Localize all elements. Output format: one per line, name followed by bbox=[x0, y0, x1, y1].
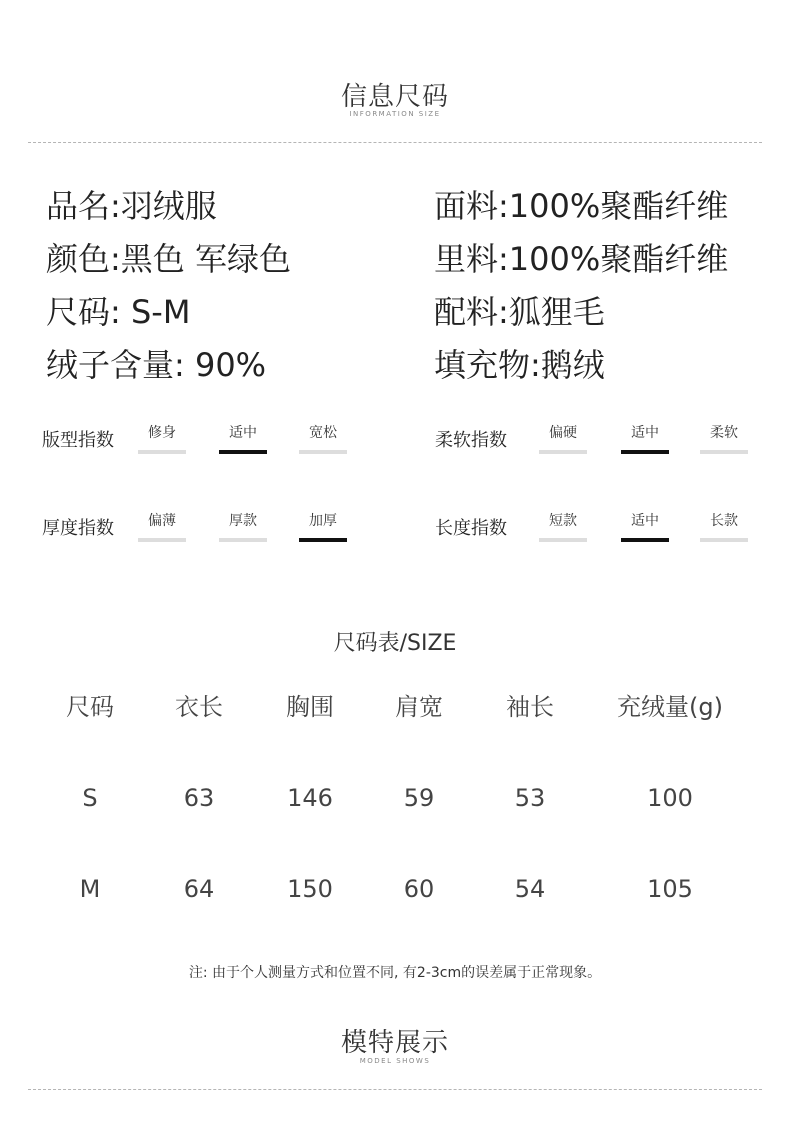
index-option-bar-selected bbox=[621, 450, 669, 454]
size-table-header: 尺码 bbox=[66, 693, 114, 721]
size-table-cell: 146 bbox=[287, 784, 333, 812]
info-fabric: 面料:100%聚酯纤维 bbox=[434, 187, 729, 225]
info-down-content: 绒子含量: 90% bbox=[46, 346, 267, 384]
size-table-cell: 105 bbox=[647, 875, 693, 903]
index-option-label: 适中 bbox=[229, 425, 257, 441]
section-title-model: 模特展示 bbox=[340, 1028, 449, 1058]
index-option-label: 短款 bbox=[549, 513, 577, 529]
size-table-cell: 54 bbox=[514, 875, 546, 903]
size-table-cell: 63 bbox=[183, 784, 215, 812]
index-label: 长度指数 bbox=[435, 518, 507, 539]
size-table-cell: 53 bbox=[514, 784, 546, 812]
index-option-bar-selected bbox=[621, 538, 669, 542]
index-option-bar bbox=[700, 450, 748, 454]
size-table-cell: 100 bbox=[647, 784, 693, 812]
index-option-bar bbox=[219, 538, 267, 542]
index-option-label: 柔软 bbox=[710, 425, 738, 441]
index-option-label: 修身 bbox=[148, 425, 176, 441]
index-option-bar-selected bbox=[299, 538, 347, 542]
size-table-header: 衣长 bbox=[175, 693, 223, 721]
info-product-name: 品名:羽绒服 bbox=[46, 187, 217, 225]
index-label: 版型指数 bbox=[42, 430, 114, 451]
index-option-label: 偏薄 bbox=[148, 513, 176, 529]
section-title-info: 信息尺码 bbox=[340, 82, 449, 112]
size-table-cell: 150 bbox=[287, 875, 333, 903]
info-trim: 配料:狐狸毛 bbox=[434, 293, 605, 331]
size-table-cell: M bbox=[79, 875, 101, 903]
index-option-bar bbox=[138, 450, 186, 454]
index-option-label: 加厚 bbox=[309, 513, 337, 529]
size-table-header: 肩宽 bbox=[395, 693, 443, 721]
size-table-header: 胸围 bbox=[286, 693, 334, 721]
index-option-bar bbox=[138, 538, 186, 542]
divider-top bbox=[28, 142, 762, 143]
index-option-label: 适中 bbox=[631, 425, 659, 441]
size-table-header: 充绒量(g) bbox=[617, 693, 723, 721]
section-subtitle-info: INFORMATION SIZE bbox=[349, 110, 441, 118]
index-option-bar bbox=[539, 450, 587, 454]
size-table-cell: 59 bbox=[403, 784, 435, 812]
index-option-bar bbox=[539, 538, 587, 542]
divider-bottom bbox=[28, 1089, 762, 1090]
index-option-label: 宽松 bbox=[309, 425, 337, 441]
index-label: 厚度指数 bbox=[42, 518, 114, 539]
size-table-header: 袖长 bbox=[506, 693, 554, 721]
index-option-bar-selected bbox=[219, 450, 267, 454]
info-filling: 填充物:鹅绒 bbox=[434, 346, 605, 384]
index-label: 柔软指数 bbox=[435, 430, 507, 451]
info-size: 尺码: S-M bbox=[46, 293, 191, 331]
section-subtitle-model: MODEL SHOWS bbox=[359, 1057, 431, 1065]
size-table-cell: 64 bbox=[183, 875, 215, 903]
measurement-note: 注: 由于个人测量方式和位置不同, 有2-3cm的误差属于正常现象。 bbox=[188, 965, 602, 981]
index-option-bar bbox=[299, 450, 347, 454]
index-option-label: 长款 bbox=[710, 513, 738, 529]
index-option-label: 适中 bbox=[631, 513, 659, 529]
size-table-cell: S bbox=[82, 784, 98, 812]
index-option-label: 厚款 bbox=[229, 513, 257, 529]
info-color: 颜色:黑色 军绿色 bbox=[46, 240, 291, 278]
info-lining: 里料:100%聚酯纤维 bbox=[434, 240, 729, 278]
index-option-bar bbox=[700, 538, 748, 542]
index-option-label: 偏硬 bbox=[549, 425, 577, 441]
size-table-title: 尺码表/SIZE bbox=[333, 631, 457, 656]
size-table-cell: 60 bbox=[403, 875, 435, 903]
